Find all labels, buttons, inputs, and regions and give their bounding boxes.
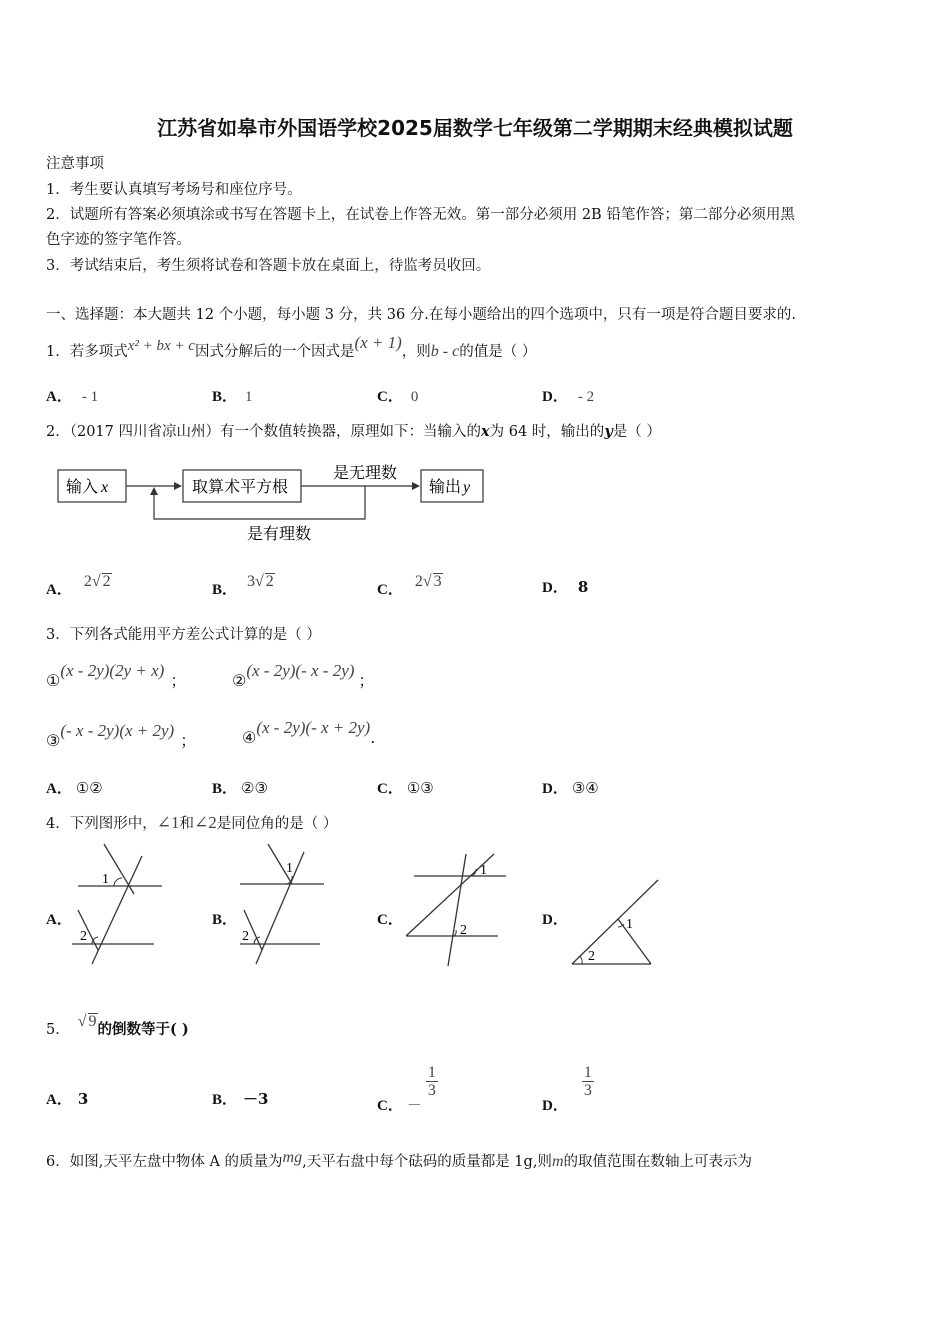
q4-option-d[interactable]: D． xyxy=(542,912,568,928)
q1-mid2: ，则 xyxy=(401,344,431,360)
notice-heading: 注意事项 xyxy=(46,156,104,172)
q2-text-b: 为 64 时，输出的 xyxy=(489,424,605,440)
q5-option-c[interactable]: C． － $\frac{1}{3}$ xyxy=(377,1064,436,1114)
question-4: 4．下列图形中，∠1和∠2是同位角的是（ ） xyxy=(46,813,338,832)
q3-option-a[interactable] xyxy=(46,777,103,798)
question-3: 3．下列各式能用平方差公式计算的是（ ） xyxy=(46,627,321,643)
option-label: C． xyxy=(377,389,403,405)
q3-item-3: ③(- x - 2y)(x + 2y)； xyxy=(46,721,197,750)
q2-text-c: 是（ ） xyxy=(612,424,661,440)
option-value: 8 xyxy=(577,578,589,596)
option-value: 3√ 2 xyxy=(247,573,274,590)
figure-a xyxy=(72,838,164,968)
q1-prefix: 1．若多项式 xyxy=(46,344,128,360)
angle-2-label: 2 xyxy=(460,923,467,938)
option-label: C． xyxy=(377,781,403,797)
option-label: D． xyxy=(542,389,568,405)
q2-option-d[interactable] xyxy=(542,576,588,597)
q1-option-b[interactable] xyxy=(212,385,253,406)
option-label: A． xyxy=(46,389,72,405)
rational-label: 是有理数 xyxy=(247,526,312,543)
q1-option-a[interactable] xyxy=(46,385,98,406)
option-label: D． xyxy=(542,580,568,596)
option-value: 2√ 2 xyxy=(83,573,111,590)
q5-option-d[interactable]: D． $\frac{1}{3}$ xyxy=(542,1064,592,1114)
question-5: 5． √ 9的倒数等于( ) xyxy=(46,1013,189,1038)
question-6: 6．如图,天平左盘中物体 A 的质量为mg,天平右盘中每个砝码的质量都是 1g,则m的取值范围在数轴上可表示为 xyxy=(46,1149,752,1170)
q2-var-y: y xyxy=(604,423,613,440)
q2-option-c[interactable] xyxy=(377,570,443,598)
q5-option-a[interactable]: A． 3 xyxy=(46,1090,89,1108)
irrational-label: 是无理数 xyxy=(333,465,398,482)
notice-item-2-cont: 色字迹的签字笔作答。 xyxy=(46,232,191,248)
q3-item-1: ①(x - 2y)(2y + x)； xyxy=(46,661,187,690)
option-value: - 1 xyxy=(81,389,99,405)
angle-1-label: 1 xyxy=(480,863,487,878)
option-label: A． xyxy=(46,781,72,797)
option-value: ②③ xyxy=(241,779,268,797)
option-value: 2√ 3 xyxy=(414,573,442,590)
q4-option-b[interactable]: B． xyxy=(212,912,238,928)
option-label: C． xyxy=(377,582,403,598)
angle-2-label: 2 xyxy=(80,929,87,944)
q1-option-c[interactable] xyxy=(377,385,418,406)
angle-1-label: 1 xyxy=(626,917,633,932)
input-label: 输入 x xyxy=(66,479,109,496)
process-label: 取算术平方根 xyxy=(192,479,289,496)
figure-c xyxy=(402,848,512,970)
q1-expr: b - c xyxy=(430,343,460,360)
q1-post: 的值是（ ） xyxy=(459,344,537,360)
q3-option-b[interactable] xyxy=(212,777,268,798)
q5-option-b[interactable]: B． －3 xyxy=(212,1090,269,1108)
q3-option-c[interactable] xyxy=(377,777,434,798)
q4-option-a[interactable]: A． xyxy=(46,912,72,928)
q3-option-d[interactable] xyxy=(542,777,599,798)
angle-1-label: 1 xyxy=(102,872,109,887)
converter-flowchart xyxy=(50,455,500,550)
q2-option-a[interactable] xyxy=(46,570,112,598)
angle-1-label: 1 xyxy=(286,861,293,876)
q1-option-d[interactable] xyxy=(542,385,594,406)
q4-option-c[interactable]: C． xyxy=(377,912,403,928)
option-label: B． xyxy=(212,389,238,405)
option-value: 1 xyxy=(245,389,253,405)
question-1 xyxy=(46,333,537,361)
angle-2-label: 2 xyxy=(242,929,249,944)
q3-item-2: ②(x - 2y)(- x - 2y)； xyxy=(232,661,375,690)
q2-option-b[interactable] xyxy=(212,570,275,598)
option-label: B． xyxy=(212,781,238,797)
q1-polynomial: x² + bx + c xyxy=(127,338,195,354)
q2-text-a: 2．（2017 四川省凉山州）有一个数值转换器，原理如下：当输入的 xyxy=(46,424,481,440)
option-label: A． xyxy=(46,582,72,598)
figure-d xyxy=(568,876,663,970)
option-value: ③④ xyxy=(571,779,599,797)
notice-item-3: 3．考试结束后，考生须将试卷和答题卡放在桌面上，待监考员收回。 xyxy=(46,258,491,274)
notice-item-2: 2．试题所有答案必须填涂或书写在答题卡上，在试卷上作答无效。第一部分必须用 2B 铅笔作答；第二部分必须用黑 xyxy=(46,207,795,223)
question-2 xyxy=(46,420,661,441)
option-value: ①② xyxy=(75,779,103,797)
section-heading: 一、选择题：本大题共 12 个小题，每小题 3 分，共 36 分.在每小题给出的四个选项中，只有一项是符合题目要求的. xyxy=(46,307,796,323)
q3-item-4: ④(x - 2y)(- x + 2y). xyxy=(242,718,376,747)
angle-2-label: 2 xyxy=(588,949,595,964)
option-value: 0 xyxy=(410,389,419,405)
q2-var-x: x xyxy=(480,423,490,440)
page-title: 江苏省如皋市外国语学校2025届数学七年级第二学期期末经典模拟试题 xyxy=(157,116,793,140)
output-label: 输出 y xyxy=(429,479,471,496)
option-label: D． xyxy=(542,781,568,797)
q1-factor: (x + 1) xyxy=(354,333,402,352)
notice-item-1: 1．考生要认真填写考场号和座位序号。 xyxy=(46,182,302,198)
option-value: ①③ xyxy=(406,779,434,797)
option-value: - 2 xyxy=(577,389,595,405)
option-label: B． xyxy=(212,582,238,598)
figure-b xyxy=(236,838,328,968)
q1-mid: 因式分解后的一个因式是 xyxy=(194,344,355,360)
